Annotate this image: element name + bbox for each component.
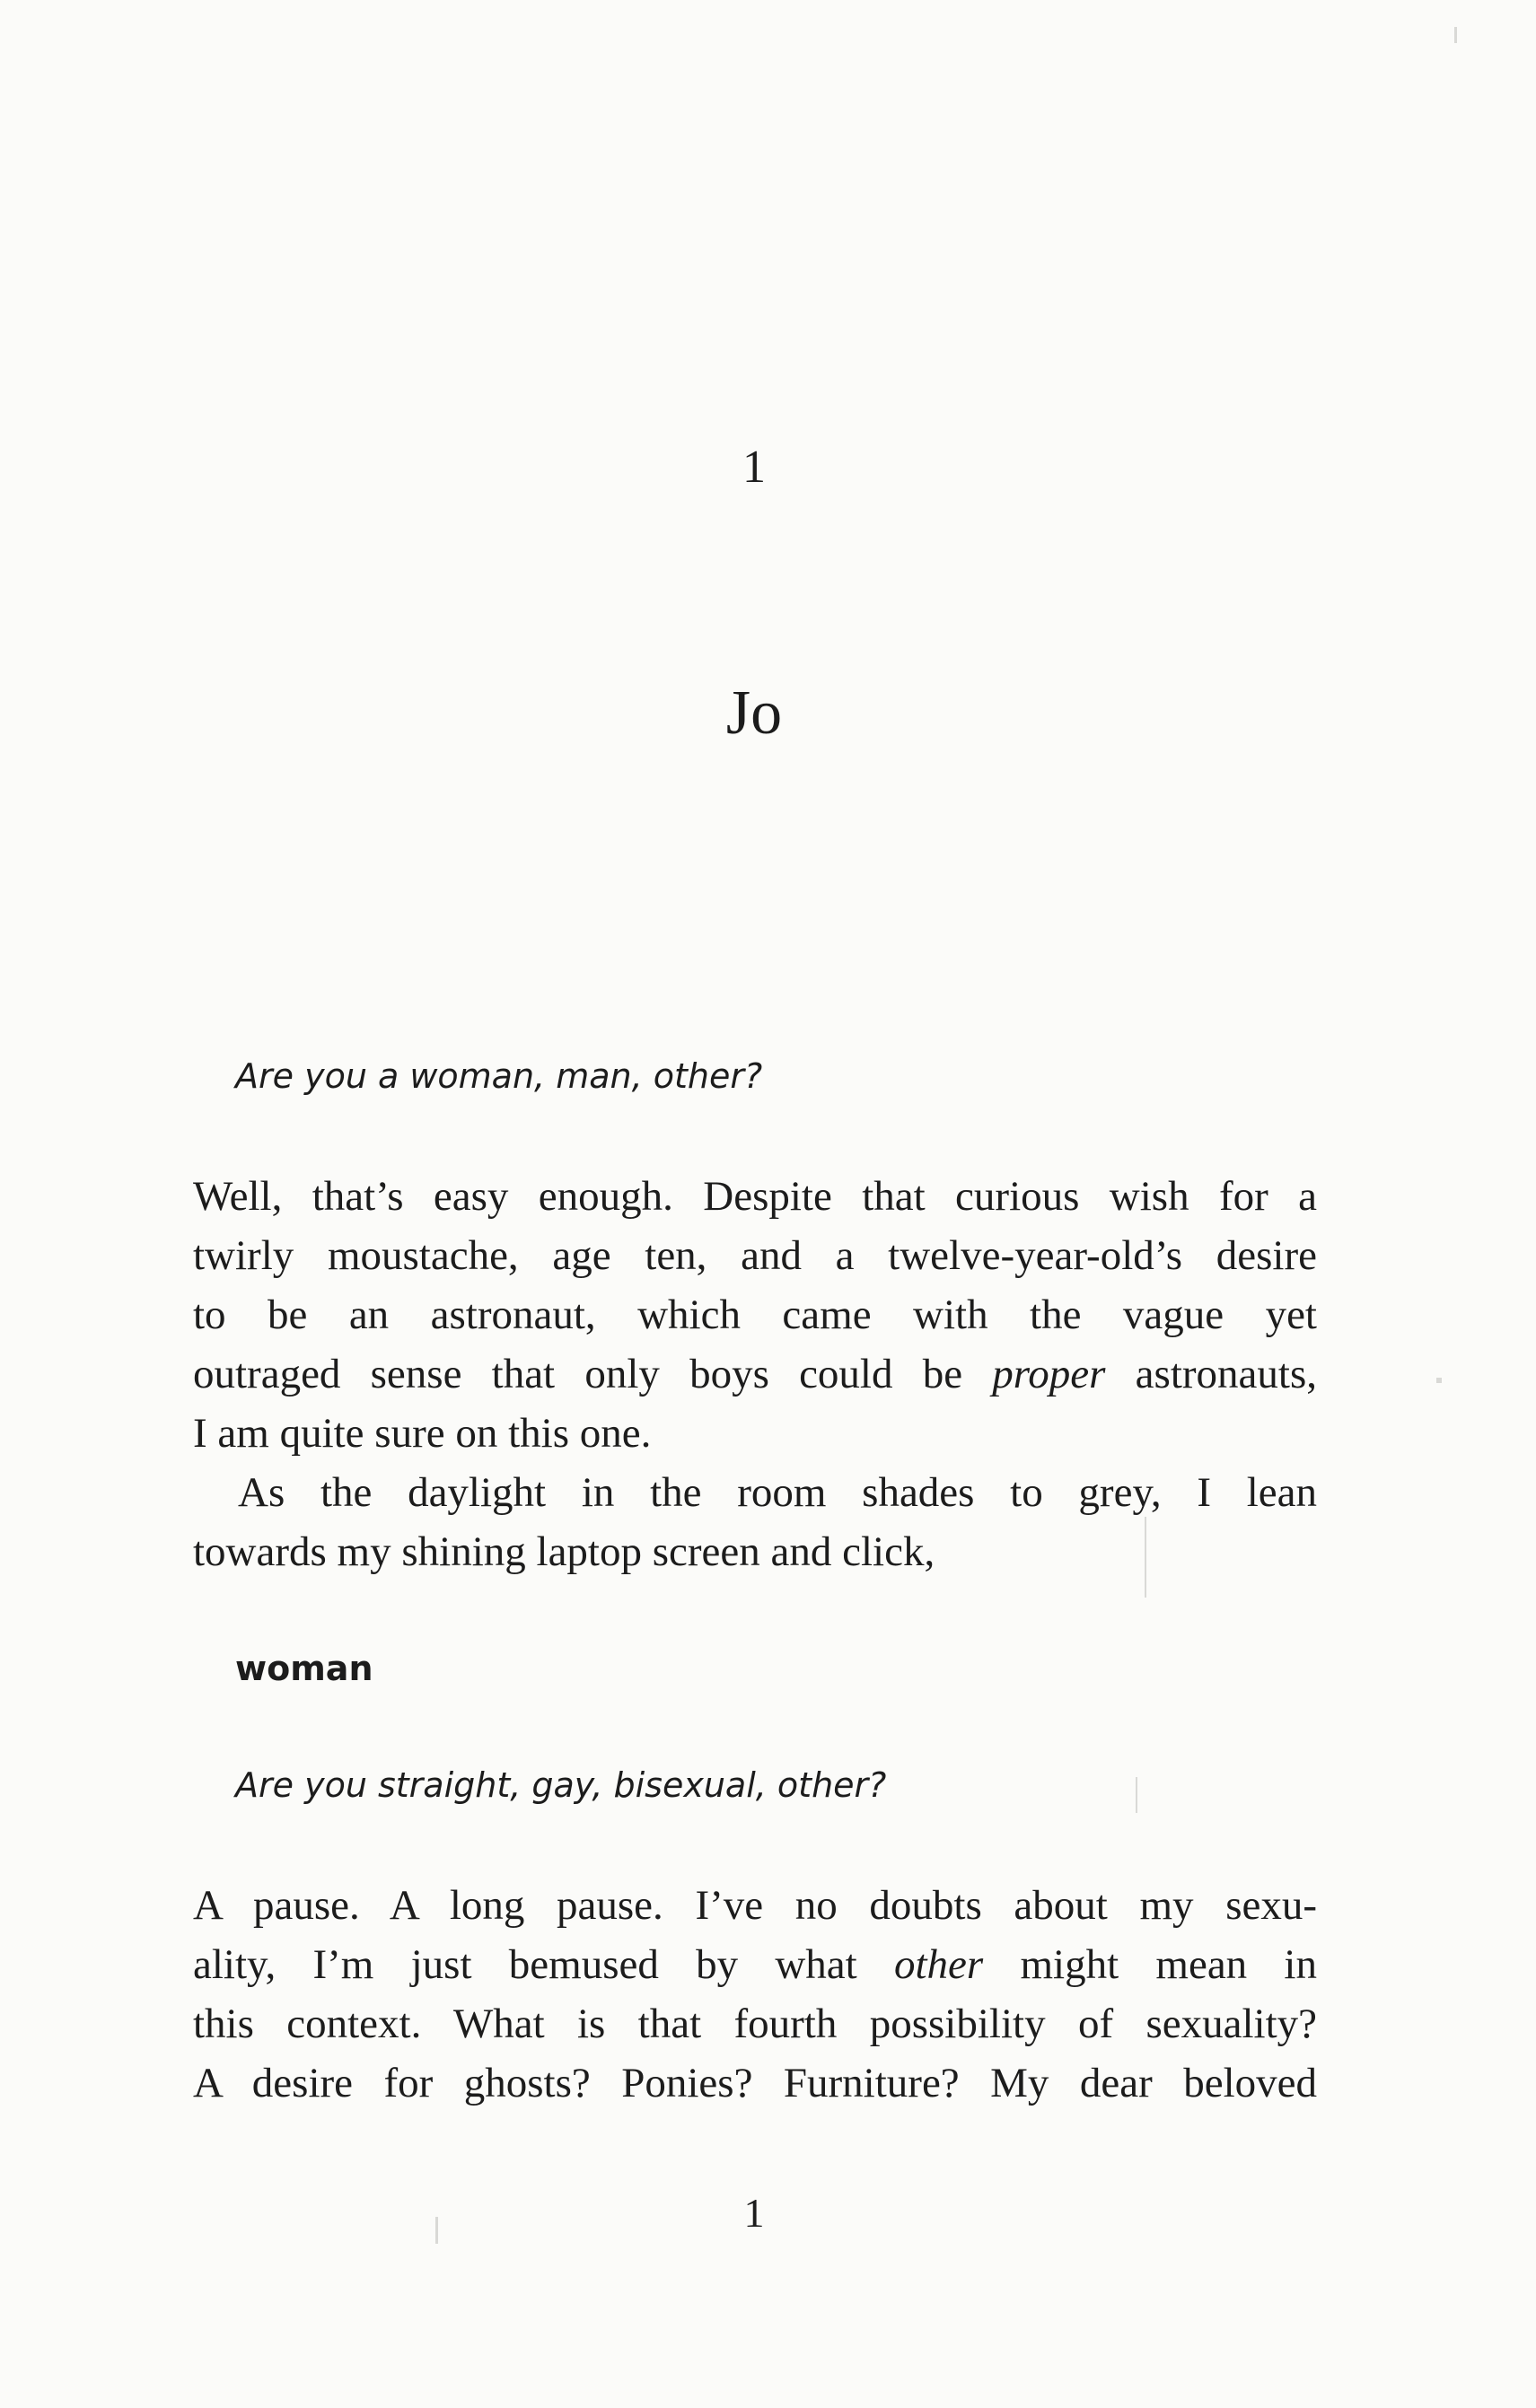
paragraph-line: As the daylight in the room shades to grey, I lean [238, 1469, 1317, 1516]
emphasis-text: proper [992, 1351, 1106, 1397]
scan-speck [1454, 27, 1457, 43]
survey-question-sexuality: Are you straight, gay, bisexual, other? [235, 1765, 887, 1805]
paragraph-line: A desire for ghosts? Ponies? Furniture? My dear beloved [193, 2060, 1317, 2106]
paragraph-line: to be an astronaut, which came with the vague yet [193, 1292, 1317, 1338]
text-run: outraged sense that only boys could be [193, 1351, 993, 1397]
scan-speck [1145, 1517, 1146, 1598]
scan-speck [1136, 1777, 1137, 1813]
chapter-number: 1 [742, 442, 766, 493]
paragraph-line: this context. What is that fourth possibility of sexuality? [193, 2001, 1317, 2047]
text-run: might mean in [983, 1941, 1317, 1988]
scan-speck [435, 2217, 438, 2244]
paragraph-2 [193, 1463, 1317, 1581]
page-number: 1 [743, 2190, 765, 2236]
survey-question-gender: Are you a woman, man, other? [235, 1056, 763, 1096]
paragraph-1 [193, 1167, 1317, 1463]
survey-answer: woman [235, 1649, 373, 1688]
paragraph-line: A pause. A long pause. I’ve no doubts about my sexu- [193, 1882, 1317, 1929]
paragraph-3 [193, 1876, 1317, 2113]
paragraph-line: Well, that’s easy enough. Despite that curious wish for a [193, 1173, 1317, 1220]
chapter-title: Jo [725, 679, 783, 748]
paragraph-line: I am quite sure on this one. [193, 1410, 652, 1457]
paragraph-line [193, 1935, 1317, 1994]
paragraph-line: towards my shining laptop screen and click, [193, 1528, 935, 1575]
paragraph-line: twirly moustache, age ten, and a twelve-year-old’s desire [193, 1232, 1317, 1279]
text-run: astronauts, [1105, 1351, 1317, 1397]
paragraph-line [193, 1344, 1317, 1404]
scan-speck [1436, 1378, 1442, 1383]
emphasis-text: other [893, 1941, 984, 1988]
text-run: ality, I’m just bemused by what [193, 1941, 894, 1988]
